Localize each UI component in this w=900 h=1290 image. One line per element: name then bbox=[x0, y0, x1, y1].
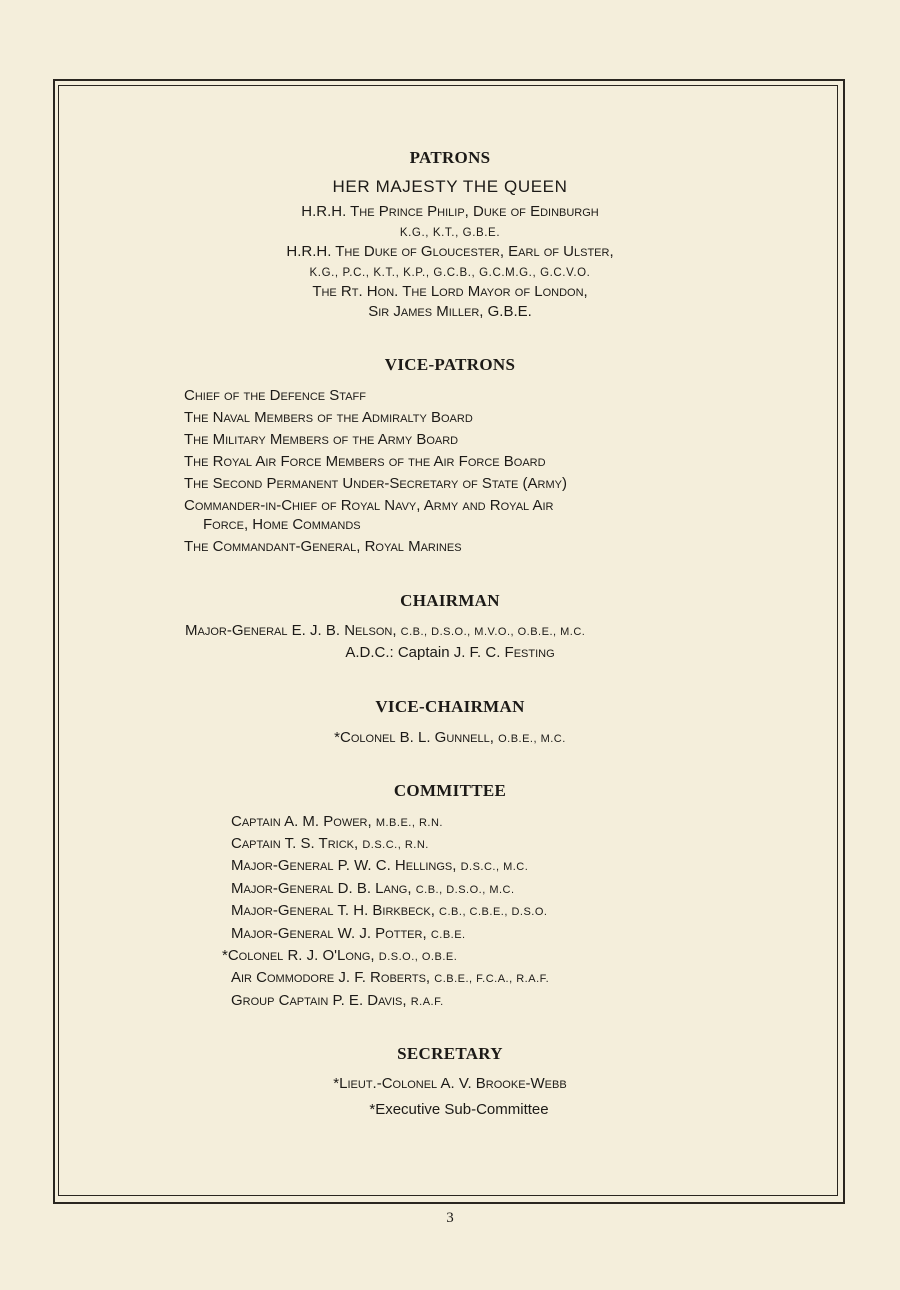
patron-queen: HER MAJESTY THE QUEEN bbox=[332, 177, 568, 196]
committee-member-postnominals: C.B., C.B.E., D.S.O. bbox=[439, 906, 548, 918]
vice-chairman-heading: VICE-CHAIRMAN bbox=[375, 697, 525, 716]
chairman-heading: CHAIRMAN bbox=[400, 591, 500, 610]
committee-member-postnominals: M.B.E., R.N. bbox=[375, 817, 443, 829]
secretary-name: *Lieut.-Colonel A. V. Brooke-Webb bbox=[333, 1075, 567, 1092]
committee-member bbox=[231, 880, 515, 899]
committee-member-name: Captain A. M. Power, bbox=[231, 813, 372, 830]
vice-patrons-heading: VICE-PATRONS bbox=[384, 355, 516, 374]
chairman-name bbox=[185, 622, 585, 641]
vice-patron-item: The Second Permanent Under-Secretary of State (Army) bbox=[184, 475, 567, 492]
vice-chairman-postnominals: O.B.E., M.C. bbox=[498, 733, 566, 745]
vice-patron-item: The Military Members of the Army Board bbox=[184, 431, 459, 448]
committee-member-name: Major-General T. H. Birkbeck, bbox=[231, 902, 435, 919]
patrons-heading: PATRONS bbox=[409, 148, 491, 167]
committee-member-postnominals: C.B., D.S.O., M.C. bbox=[415, 884, 515, 896]
committee-member bbox=[231, 813, 443, 832]
patron-lord-mayor: The Rt. Hon. The Lord Mayor of London, bbox=[312, 283, 588, 300]
chairman-postnominals: C.B., D.S.O., M.V.O., O.B.E., M.C. bbox=[400, 626, 586, 638]
committee-member bbox=[231, 969, 549, 988]
committee-member bbox=[231, 925, 466, 944]
vice-patron-item-continued: Force, Home Commands bbox=[203, 516, 361, 533]
committee-member-name: Major-General W. J. Potter, bbox=[231, 925, 427, 942]
committee-member-name: Air Commodore J. F. Roberts, bbox=[231, 969, 431, 986]
committee-member-name: Major-General P. W. C. Hellings, bbox=[231, 857, 457, 874]
committee-member-name: Group Captain P. E. Davis, bbox=[231, 992, 407, 1009]
chairman-adc-surname: Festing bbox=[504, 644, 555, 661]
committee-member bbox=[231, 992, 444, 1011]
committee-member bbox=[231, 902, 547, 921]
committee-member-name: Major-General D. B. Lang, bbox=[231, 880, 412, 897]
committee-member-postnominals: D.S.O., O.B.E. bbox=[378, 951, 458, 963]
vice-patron-item: The Royal Air Force Members of the Air Force Board bbox=[184, 453, 546, 470]
vice-chairman-name bbox=[0, 729, 900, 748]
patron-duke-gloucester-honours: K.G., P.C., K.T., K.P., G.C.B., G.C.M.G., G.C.V.O. bbox=[309, 267, 591, 279]
committee-member-postnominals: C.B.E., F.C.A., R.A.F. bbox=[434, 973, 550, 985]
patron-duke-gloucester: H.R.H. The Duke of Gloucester, Earl of Ulster, bbox=[286, 243, 614, 260]
committee-member-postnominals: R.A.F. bbox=[410, 996, 444, 1008]
committee-member-postnominals: D.S.C., M.C. bbox=[460, 861, 529, 873]
patron-lord-mayor-name: Sir James Miller, G.B.E. bbox=[368, 303, 532, 320]
committee-member-name: *Colonel R. J. O'Long, bbox=[222, 947, 375, 964]
vice-patron-item: Commander-in-Chief of Royal Navy, Army and Royal Air bbox=[184, 497, 554, 514]
committee-member bbox=[231, 835, 429, 854]
chairman-name-text: Major-General E. J. B. Nelson, bbox=[185, 622, 397, 639]
vice-chairman-name-text: *Colonel B. L. Gunnell, bbox=[334, 729, 494, 746]
patron-prince-philip: H.R.H. The Prince Philip, Duke of Edinburgh bbox=[301, 203, 599, 220]
committee-heading: COMMITTEE bbox=[393, 781, 507, 800]
page-number: 3 bbox=[446, 1210, 454, 1226]
committee-member-name: Captain T. S. Trick, bbox=[231, 835, 359, 852]
committee-member bbox=[231, 857, 528, 876]
committee-member bbox=[222, 947, 457, 966]
chairman-adc-label: A.D.C.: Captain J. F. C. bbox=[345, 644, 501, 661]
secretary-heading: SECRETARY bbox=[397, 1044, 503, 1063]
committee-member-postnominals: C.B.E. bbox=[430, 929, 466, 941]
committee-member-postnominals: D.S.C., R.N. bbox=[362, 839, 429, 851]
vice-patron-item: The Naval Members of the Admiralty Board bbox=[184, 409, 473, 426]
vice-patron-item: Chief of the Defence Staff bbox=[184, 387, 366, 404]
executive-sub-committee-note: *Executive Sub-Committee bbox=[369, 1101, 549, 1118]
vice-patron-item: The Commandant-General, Royal Marines bbox=[184, 538, 462, 555]
chairman-adc bbox=[0, 644, 900, 662]
patron-prince-philip-honours: K.G., K.T., G.B.E. bbox=[399, 227, 501, 239]
